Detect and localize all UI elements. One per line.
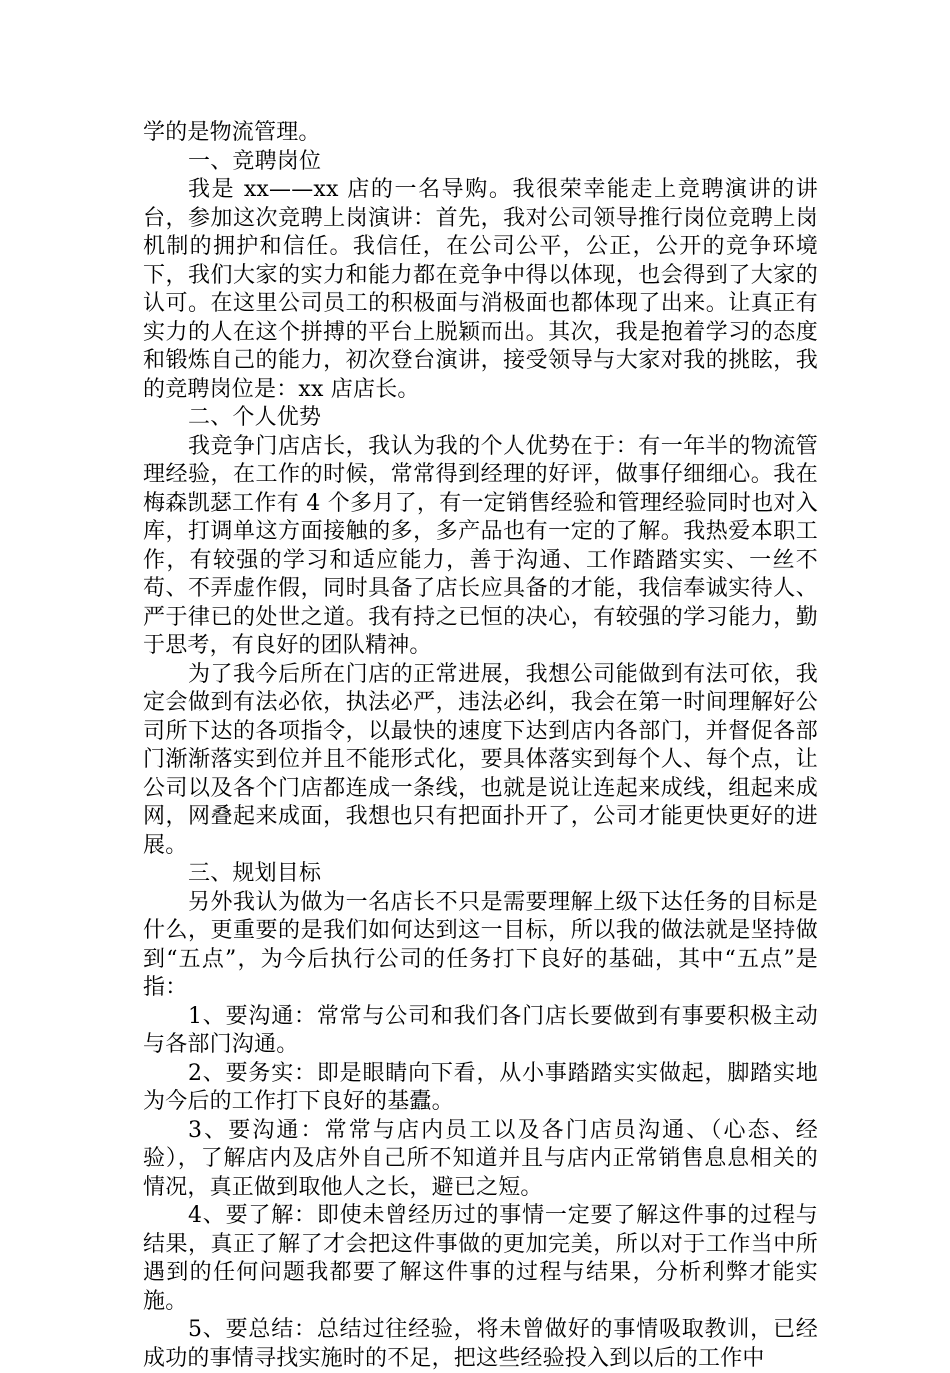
list-item-summarize: 5、要总结：总结过往经验，将未曾做好的事情吸取教训，已经成功的事情寻找实施时的不足，把这些经验投入到以后的工作中 <box>143 1317 818 1371</box>
paragraph-goals-intro: 另外我认为做为一名店长不只是需要理解上级下达任务的目标是什么，更重要的是我们如何达到这一目标，所以我的做法就是坚持做到“五点”，为今后执行公司的任务打下良好的基础，其中“五点”是指： <box>143 889 818 1000</box>
document-page <box>143 119 818 1373</box>
list-item-understand: 4、要了解：即使未曾经历过的事情一定要了解这件事的过程与结果，真正了解了才会把这件事做的更加完美，所以对于工作当中所遇到的任何问题我都要了解这件事的过程与结果，分析利弊才能实施。 <box>143 1203 818 1314</box>
list-item-communicate: 1、要沟通：常常与公司和我们各门店长要做到有事要积极主动与各部门沟通。 <box>143 1003 818 1057</box>
paragraph-introduction: 我是 xx——xx 店的一名导购。我很荣幸能走上竞聘演讲的讲台，参加这次竞聘上岗演讲：首先，我对公司领导推行岗位竞聘上岗机制的拥护和信任。我信任，在公司公平，公正，公开的竞争环境下，我们大家的实力和能力都在竞争中得以体现，也会得到了大家的认可。在这里公司员工的积极面与消极面也都体现了出来。让真正有实力的人在这个拼搏的平台上脱颖而出。其次，我是抱着学习的态度和锻炼自己的能力，初次登台演讲，接受领导与大家对我的挑眩，我的竞聘岗位是：xx 店店长。 <box>143 177 818 402</box>
section-heading-position: 一、竞聘岗位 <box>188 148 322 174</box>
section-heading-advantages: 二、个人优势 <box>188 405 322 430</box>
section-heading-goals: 三、规划目标 <box>188 861 322 886</box>
paragraph-development: 为了我今后所在门店的正常进展，我想公司能做到有法可依，我定会做到有法必依，执法必严，违法必纠，我会在第一时间理解好公司所下达的各项指令，以最快的速度下达到店内各部门，并督促各部门渐渐落实到位并且不能形式化，要具体落实到每个人、每个点，让公司以及各个门店都连成一条线，也就是说让连起来成线，组起来成网，网叠起来成面，我想也只有把面扑开了，公司才能更快更好的进展。 <box>143 661 818 858</box>
list-item-pragmatic: 2、要务实：即是眼睛向下看，从小事踏踏实实做起，脚踏实地为今后的工作打下良好的基蠹。 <box>143 1060 818 1114</box>
paragraph-advantages: 我竞争门店店长，我认为我的个人优势在于：有一年半的物流管理经验，在工作的时候，常常得到经理的好评，做事仔细细心。我在梅森凯瑟工作有 4 个多月了，有一定销售经验和管理经验同时也对入库，打调单这方面接触的多，多产品也有一定的了解。我热爱本职工作，有较强的学习和适应能力，善于沟通、工作踏踏实实、一丝不苟、不弄虚作假，同时具备了店长应具备的才能，我信奉诚实待人、严于律已的处世之道。我有持之已恒的决心，有较强的学习能力，勤于思考，有良好的团队精神。 <box>143 433 818 658</box>
list-item-communicate-staff: 3、要沟通：常常与店内员工以及各门店员沟通、（心态、经验），了解店内及店外自己所不知道并且与店内正常销售息息相关的情况，真正做到取他人之长，避已之短。 <box>143 1117 818 1200</box>
paragraph-continuation: 学的是物流管理。 <box>143 120 321 145</box>
